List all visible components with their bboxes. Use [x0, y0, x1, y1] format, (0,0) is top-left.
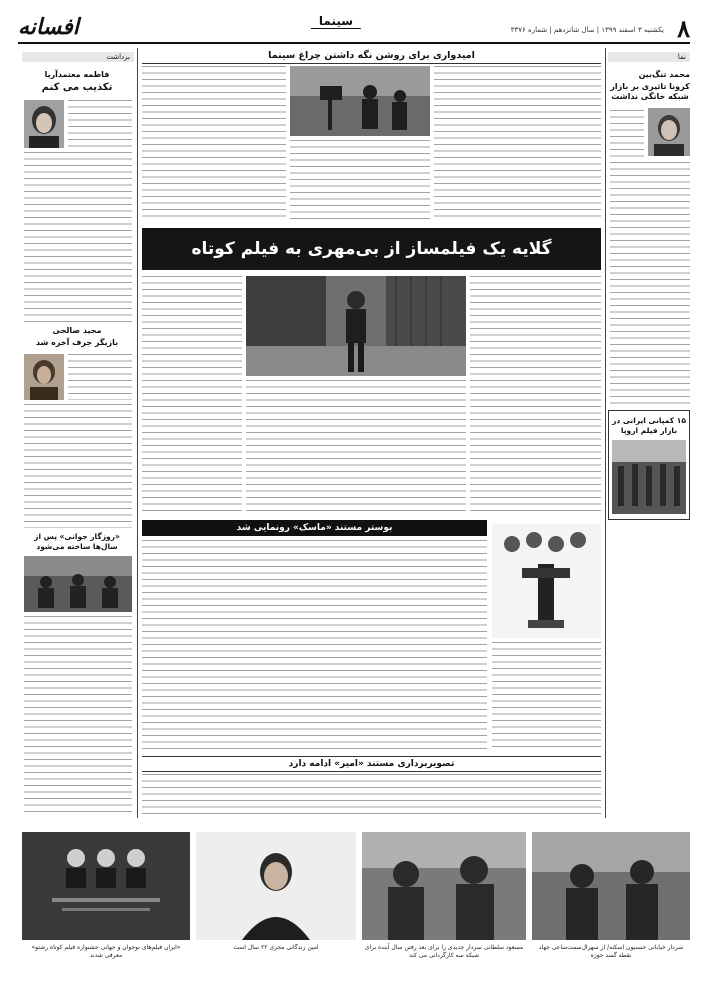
column-rule-right [605, 48, 606, 818]
right-author-photo [648, 108, 690, 156]
filming-story-text [142, 774, 601, 818]
bottom-caption-3: امین زندگانی مجری ۲۲ سال است [233, 944, 319, 951]
left-headline-2: بازیگر جرف آخره شد [35, 338, 119, 347]
newspaper-logo: افسانه [18, 14, 79, 40]
top-story-text-left [142, 66, 286, 221]
top-story-text-mid [290, 140, 430, 221]
column-rule-left [137, 48, 138, 818]
poster-text-right [492, 642, 601, 752]
bottom-photo-2 [362, 832, 526, 940]
left-byline-1: فاطمه معتمدآریا [44, 70, 110, 79]
right-box-photo [612, 440, 686, 514]
poster-story-headline: بوستر مستند «ماسک» رونمایی شد [142, 520, 487, 536]
lead-text-left [142, 276, 242, 514]
filming-story-headline: تصویربرداری مستند «امیر» ادامه دارد [142, 756, 601, 772]
top-story-photo [290, 66, 430, 136]
right-headline: کرونا تاثیری بر بازار شبکه خانگی نداشت [610, 82, 690, 101]
left-headline-1: تکذیب می کنم [41, 82, 113, 93]
poster-text-main [142, 540, 487, 752]
lead-story-banner: گلایه یک فیلمساز از بی‌مهری به فیلم کوتاه [142, 228, 601, 270]
right-byline: محمد تنگ‌بین [638, 70, 690, 79]
bottom-caption-1: سردار خیابانی حسنیون اسکنه/ از سهرال‌سمت‌ساعی جهاد نقطه گسد حوزه [538, 944, 684, 959]
left-headline-3: «روزگار جوانی» پس از سال‌ها ساخته می‌شود [34, 532, 120, 551]
left-byline-2: مجید صالحی [52, 326, 102, 335]
right-box-headline: ۱۵ کمپانی ایرانی در بازار فیلم اروپا [612, 416, 686, 435]
left-column-head: برداشت [22, 52, 134, 62]
section-title: سینما [311, 14, 361, 29]
left-text-lines-3 [68, 354, 132, 400]
page-number: ۸ [677, 14, 690, 43]
bottom-photo-4 [22, 832, 190, 940]
poster-image [492, 524, 601, 638]
right-text-lines-1 [610, 110, 644, 160]
left-text-lines-2 [24, 152, 132, 322]
left-photo-2 [24, 354, 64, 400]
left-text-lines-5 [24, 616, 132, 816]
lead-text-mid [246, 380, 466, 514]
left-photo-3 [24, 556, 132, 612]
right-column-head: نما [608, 52, 690, 62]
left-text-lines-1 [68, 100, 132, 148]
bottom-photo-3 [196, 832, 356, 940]
right-text-lines-2 [610, 162, 690, 407]
issue-meta: یکشنبه ۳ اسفند ۱۳۹۹ | سال شانزدهم | شماره ۳۳۷۶ [510, 26, 664, 34]
bottom-caption-4: «ایران فیلم‌های نوجوان و جهانی جشنواره فیلم کوتاه رشتو» معرفی شدند [31, 944, 181, 959]
top-story-text-right [434, 66, 601, 221]
lead-story-photo [246, 276, 466, 376]
left-photo-1 [24, 100, 64, 148]
bottom-photo-1 [532, 832, 690, 940]
lead-text-right [470, 276, 601, 514]
left-text-lines-4 [24, 404, 132, 528]
bottom-caption-2: مسعود سلطانی سردار جدیدی را برای بعد رفتن سال آینده برای شبکه سه کارگردانی می کند [364, 944, 524, 959]
top-story-headline: امیدواری برای روشن نگه داشتن چراغ سینما [142, 50, 601, 64]
